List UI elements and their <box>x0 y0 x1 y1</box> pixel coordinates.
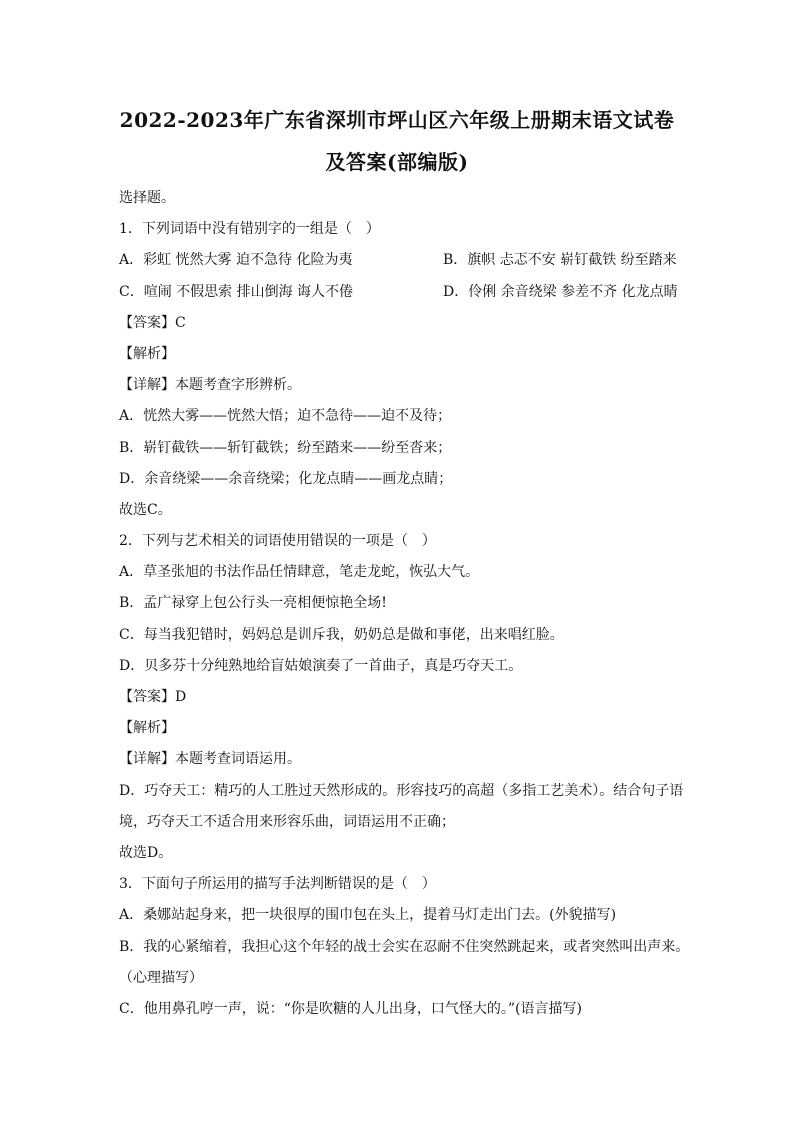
q2-conclusion: 故选D。 <box>119 844 173 861</box>
document-body <box>119 183 689 1025</box>
q2-detail: 【详解】本题考查词语运用。 <box>119 751 301 768</box>
q3-option-b-line2: （心理描写） <box>119 969 203 986</box>
q1-options-row1 <box>119 245 689 276</box>
q1-stem: 1．下列词语中没有错别字的一组是（ ） <box>119 221 380 238</box>
doc-title-line2: 及答案(部编版) <box>325 150 469 174</box>
q2-option-a: A．草圣张旭的书法作品任情肆意，笔走龙蛇，恢弘大气。 <box>119 564 480 581</box>
q1-option-b: B．旗帜 忐忑不安 崭钉截铁 纷至踏来 <box>443 252 677 269</box>
q1-option-d: D．伶俐 余音绕梁 参差不齐 化龙点睛 <box>443 283 678 300</box>
q2-option-b: B．孟广禄穿上包公行头一亮相便惊艳全场! <box>119 595 387 612</box>
q2-explain-d-line2: 境，巧夺天工不适合用来形容乐曲，词语运用不正确； <box>119 813 455 830</box>
q1-answer: 【答案】C <box>119 314 186 331</box>
doc-title-line1: 2022-2023年广东省深圳市坪山区六年级上册期末语文试卷 <box>119 108 675 132</box>
q2-answer: 【答案】D <box>119 689 187 705</box>
q3-option-c: C．他用鼻孔哼一声，说：“你是吹糖的人儿出身，口气怪大的。”(语言描写) <box>119 1000 582 1017</box>
q3-stem: 3．下面句子所运用的描写手法判断错误的是（ ） <box>119 876 436 893</box>
q1-conclusion: 故选C。 <box>119 501 172 518</box>
q3-option-b-line1: B．我的心紧缩着，我担心这个年轻的战士会实在忍耐不住突然跳起来，或者突然叫出声来。 <box>119 938 690 955</box>
q2-option-d: D．贝多芬十分纯熟地给盲姑娘演奏了一首曲子，真是巧夺天工。 <box>119 657 523 674</box>
q1-explain-a: A．恍然大雾——恍然大悟；迫不急待——迫不及待； <box>119 408 452 425</box>
q1-option-c: C．喧闹 不假思索 排山倒海 诲人不倦 <box>119 283 354 300</box>
q1-options-row2 <box>119 277 689 308</box>
q2-option-c: C．每当我犯错时，妈妈总是训斥我，奶奶总是做和事佬，出来唱红脸。 <box>119 626 564 643</box>
q1-option-a: A．彩虹 恍然大雾 迫不急待 化险为夷 <box>119 252 353 269</box>
q3-option-a: A．桑娜站起身来，把一块很厚的围巾包在头上，提着马灯走出门去。(外貌描写) <box>119 907 617 924</box>
q1-explain-b: B．崭钉截铁——斩钉截铁；纷至踏来——纷至沓来； <box>119 439 452 456</box>
q1-detail: 【详解】本题考查字形辨析。 <box>119 377 301 394</box>
section-heading: 选择题。 <box>119 190 175 206</box>
q1-analysis-label: 【解析】 <box>119 345 175 362</box>
q2-analysis-label: 【解析】 <box>119 720 175 737</box>
q1-explain-d: D．余音绕梁——余音绕梁；化龙点睛——画龙点睛； <box>119 470 453 487</box>
q2-explain-d-line1: D．巧夺天工：精巧的人工胜过天然形成的。形容技巧的高超（多指工艺美术）。结合句子语 <box>119 782 684 799</box>
q2-stem: 2．下列与艺术相关的词语使用错误的一项是（ ） <box>119 533 436 550</box>
